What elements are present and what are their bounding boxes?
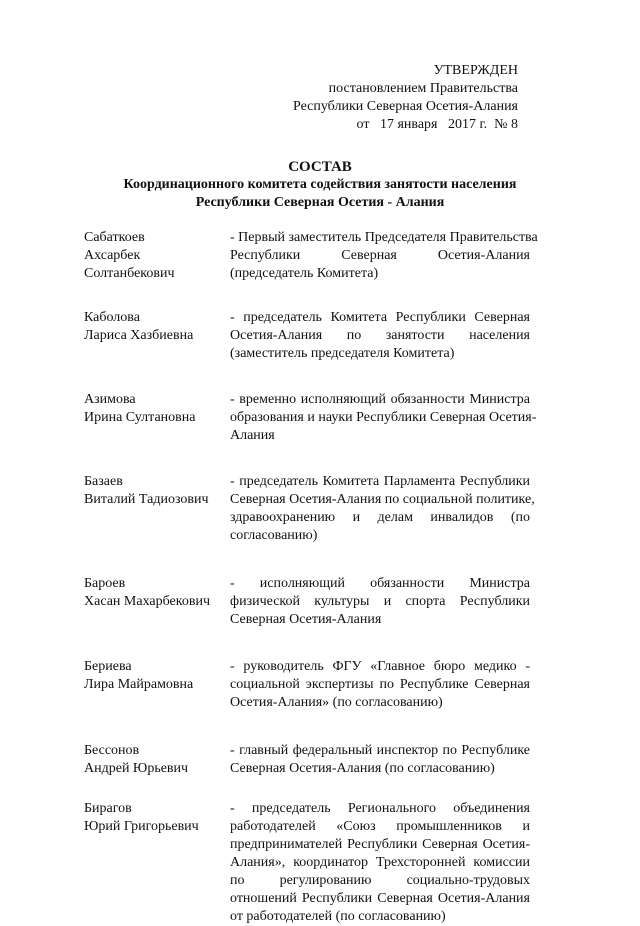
member-name-line: Лариса Хазбиевна <box>84 328 194 343</box>
member-name-line: Ирина Султановна <box>84 410 196 425</box>
member-name-line: Юрий Григорьевич <box>84 819 199 834</box>
member-name <box>84 473 230 545</box>
member-role-line: согласованию) <box>230 528 318 543</box>
member-role-line: Северная Осетия-Алания по социальной политике, <box>230 492 535 507</box>
member-role <box>230 800 530 926</box>
member-role-line: Осетия-Алания» (по согласованию) <box>230 695 443 710</box>
member-role-line: предпринимателей Республики Северная Осетия- <box>230 837 530 852</box>
member-name-line: Лира Майрамовна <box>84 677 194 692</box>
member-role-line: социальной экспертизы по Республике Северная <box>230 677 530 692</box>
member-role-line: (заместитель председателя Комитета) <box>230 346 455 361</box>
member-role-line: - исполняющий обязанности Министра <box>230 576 530 591</box>
member-role-line: Осетия-Алания по занятости населения <box>230 328 530 343</box>
member-role-line: Северная Осетия-Алания (по согласованию) <box>230 761 495 776</box>
member-name-line: Бериева <box>84 659 132 674</box>
member-row <box>84 309 530 363</box>
member-role-line: - Первый заместитель Председателя Правительства <box>230 230 538 245</box>
approval-line: постановлением Правительства <box>328 81 518 96</box>
member-row <box>84 473 535 545</box>
member-name-line: Азимова <box>84 392 136 407</box>
member-name <box>84 658 230 712</box>
member-role-line: - председатель Комитета Республики Северная <box>230 310 530 325</box>
member-role <box>230 742 530 778</box>
member-row <box>84 742 530 778</box>
member-row <box>84 229 538 283</box>
member-role-line: Республики Северная Осетия-Алания <box>230 248 530 263</box>
member-role <box>230 658 530 712</box>
member-role <box>230 473 535 545</box>
member-name-line: Ахсарбек <box>84 248 141 263</box>
member-name-line: Бессонов <box>84 743 140 758</box>
member-role-line: Алания», координатор Трехсторонней комиссии <box>230 855 530 870</box>
member-role-line: Алания <box>230 428 275 443</box>
member-name-line: Базаев <box>84 474 123 489</box>
member-name-line: Бароев <box>84 576 126 591</box>
members-list <box>84 229 538 926</box>
member-role-line: работодателей «Союз промышленников и <box>230 819 530 834</box>
member-name <box>84 229 230 283</box>
member-name <box>84 575 230 629</box>
approval-date: от 17 января 2017 г. № 8 <box>356 117 518 132</box>
member-name-line: Бирагов <box>84 801 132 816</box>
member-role-line: физической культуры и спорта Республики <box>230 594 530 609</box>
member-row <box>84 800 530 926</box>
member-role-line: - главный федеральный инспектор по Республике <box>230 743 530 758</box>
member-role-line: (председатель Комитета) <box>230 266 379 281</box>
member-role-line: от работодателей (по согласованию) <box>230 909 446 924</box>
member-role <box>230 575 530 629</box>
member-role-line: - руководитель ФГУ «Главное бюро медико - <box>230 659 530 674</box>
title-line: Координационного комитета содействия занятости населения <box>123 177 517 192</box>
member-name-line: Виталий Тадиозович <box>84 492 209 507</box>
approval-stamp <box>293 62 518 134</box>
member-name <box>84 309 230 363</box>
member-role-line: - председатель Регионального объединения <box>230 801 530 816</box>
member-name <box>84 742 230 778</box>
member-name-line: Солтанбекович <box>84 266 175 281</box>
member-role-line: здравоохранению и делам инвалидов (по <box>230 510 530 525</box>
member-name-line: Сабаткоев <box>84 230 145 245</box>
approval-title: УТВЕРЖДЕН <box>433 63 518 78</box>
member-role <box>230 309 530 363</box>
member-row <box>84 391 537 445</box>
member-role-line: по регулированию социально-трудовых <box>230 873 530 888</box>
member-row <box>84 658 530 712</box>
title-heading: СОСТАВ <box>288 159 352 175</box>
member-role <box>230 391 537 445</box>
member-name <box>84 391 230 445</box>
member-name-line: Хасан Махарбекович <box>84 594 210 609</box>
member-role-line: отношений Республики Северная Осетия-Алания <box>230 891 530 906</box>
member-name-line: Андрей Юрьевич <box>84 761 189 776</box>
member-role-line: - председатель Комитета Парламента Республики <box>230 474 530 489</box>
document-title <box>0 158 640 212</box>
approval-line: Республики Северная Осетия-Алания <box>293 99 518 114</box>
member-role <box>230 229 538 283</box>
member-name <box>84 800 230 926</box>
member-role-line: образования и науки Республики Северная Осетия- <box>230 410 537 425</box>
member-name-line: Каболова <box>84 310 140 325</box>
member-row <box>84 575 530 629</box>
member-role-line: Северная Осетия-Алания <box>230 612 382 627</box>
title-line: Республики Северная Осетия - Алания <box>195 195 445 210</box>
member-role-line: - временно исполняющий обязанности Министра <box>230 392 530 407</box>
